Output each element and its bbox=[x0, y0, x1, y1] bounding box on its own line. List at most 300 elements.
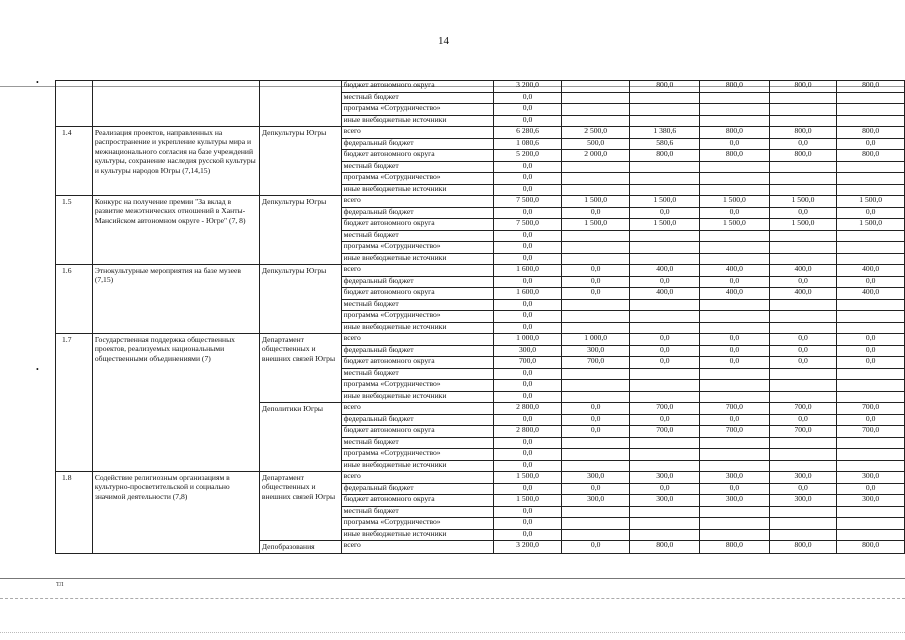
funding-source: федеральный бюджет bbox=[341, 414, 494, 426]
amount-year bbox=[837, 184, 905, 196]
amount-year bbox=[561, 449, 630, 461]
funding-source: программа «Сотрудничество» bbox=[341, 104, 494, 116]
amount-year: 0,0 bbox=[561, 288, 630, 300]
funding-source: иные внебюджетные источники bbox=[341, 529, 494, 541]
amount-year: 0,0 bbox=[630, 207, 700, 219]
amount-year bbox=[769, 184, 837, 196]
amount-year bbox=[561, 391, 630, 403]
amount-year: 0,0 bbox=[630, 483, 700, 495]
amount-year bbox=[561, 242, 630, 254]
amount-year bbox=[630, 449, 700, 461]
amount-year: 400,0 bbox=[769, 288, 837, 300]
amount-total: 0,0 bbox=[494, 230, 562, 242]
amount-year: 700,0 bbox=[630, 403, 700, 415]
funding-source: программа «Сотрудничество» bbox=[341, 518, 494, 530]
amount-total: 0,0 bbox=[494, 506, 562, 518]
amount-year: 300,0 bbox=[561, 495, 630, 507]
amount-year bbox=[769, 253, 837, 265]
amount-year: 0,0 bbox=[561, 541, 630, 554]
item-executor: Департамент общественных и внешних связей Югры bbox=[259, 334, 341, 403]
funding-source: программа «Сотрудничество» bbox=[341, 173, 494, 185]
funding-source: местный бюджет bbox=[341, 230, 494, 242]
amount-year: 0,0 bbox=[700, 345, 770, 357]
amount-total: 0,0 bbox=[494, 529, 562, 541]
amount-year: 0,0 bbox=[769, 138, 837, 150]
amount-year bbox=[561, 104, 630, 116]
amount-year: 400,0 bbox=[837, 288, 905, 300]
amount-year: 0,0 bbox=[700, 483, 770, 495]
amount-year: 1 500,0 bbox=[561, 196, 630, 208]
amount-year bbox=[700, 518, 770, 530]
amount-year: 1 500,0 bbox=[700, 219, 770, 231]
amount-year bbox=[700, 253, 770, 265]
amount-total: 1 500,0 bbox=[494, 495, 562, 507]
funding-source: местный бюджет bbox=[341, 299, 494, 311]
amount-year bbox=[630, 506, 700, 518]
amount-year: 400,0 bbox=[630, 288, 700, 300]
amount-year bbox=[630, 391, 700, 403]
amount-year bbox=[561, 253, 630, 265]
funding-source: местный бюджет bbox=[341, 437, 494, 449]
amount-year bbox=[769, 368, 837, 380]
amount-total: 0,0 bbox=[494, 299, 562, 311]
funding-source: программа «Сотрудничество» bbox=[341, 380, 494, 392]
amount-year: 400,0 bbox=[700, 288, 770, 300]
amount-year bbox=[700, 506, 770, 518]
amount-total: 1 080,6 bbox=[494, 138, 562, 150]
amount-year: 1 500,0 bbox=[630, 219, 700, 231]
page-number: 14 bbox=[438, 35, 449, 47]
amount-year bbox=[561, 161, 630, 173]
amount-year bbox=[837, 449, 905, 461]
amount-year: 1 500,0 bbox=[769, 219, 837, 231]
amount-total: 0,0 bbox=[494, 173, 562, 185]
item-code bbox=[56, 81, 93, 127]
funding-source: местный бюджет bbox=[341, 92, 494, 104]
amount-year bbox=[700, 230, 770, 242]
amount-year: 0,0 bbox=[700, 138, 770, 150]
funding-source: всего bbox=[341, 472, 494, 484]
amount-year bbox=[837, 380, 905, 392]
amount-total: 0,0 bbox=[494, 391, 562, 403]
amount-year bbox=[561, 299, 630, 311]
amount-year: 0,0 bbox=[630, 357, 700, 369]
amount-total: 0,0 bbox=[494, 460, 562, 472]
amount-year bbox=[837, 230, 905, 242]
amount-total: 1 600,0 bbox=[494, 288, 562, 300]
scan-rule-dashed bbox=[0, 598, 905, 599]
amount-year bbox=[561, 506, 630, 518]
amount-year bbox=[769, 299, 837, 311]
item-code: 1.6 bbox=[56, 265, 93, 334]
amount-year: 0,0 bbox=[769, 207, 837, 219]
margin-dot: • bbox=[36, 365, 39, 374]
funding-source: всего bbox=[341, 403, 494, 415]
table-row bbox=[56, 127, 905, 139]
amount-year bbox=[837, 311, 905, 323]
item-name bbox=[92, 81, 259, 127]
amount-year bbox=[630, 104, 700, 116]
amount-year bbox=[837, 437, 905, 449]
amount-total: 0,0 bbox=[494, 380, 562, 392]
amount-total: 0,0 bbox=[494, 483, 562, 495]
amount-total: 0,0 bbox=[494, 242, 562, 254]
amount-year bbox=[561, 529, 630, 541]
amount-year: 700,0 bbox=[769, 403, 837, 415]
amount-year bbox=[561, 311, 630, 323]
amount-total: 0,0 bbox=[494, 322, 562, 334]
funding-source: иные внебюджетные источники bbox=[341, 460, 494, 472]
amount-year bbox=[769, 115, 837, 127]
amount-year: 800,0 bbox=[700, 127, 770, 139]
amount-year bbox=[837, 173, 905, 185]
item-code: 1.8 bbox=[56, 472, 93, 554]
amount-year bbox=[700, 311, 770, 323]
amount-year bbox=[561, 460, 630, 472]
amount-year: 800,0 bbox=[630, 541, 700, 554]
amount-year bbox=[837, 161, 905, 173]
amount-year: 0,0 bbox=[561, 483, 630, 495]
amount-year bbox=[561, 518, 630, 530]
amount-year bbox=[561, 437, 630, 449]
amount-year: 0,0 bbox=[769, 334, 837, 346]
item-executor: Депкультуры Югры bbox=[259, 127, 341, 196]
amount-year: 700,0 bbox=[837, 426, 905, 438]
funding-source: иные внебюджетные источники bbox=[341, 253, 494, 265]
amount-year: 300,0 bbox=[561, 345, 630, 357]
amount-year: 2 000,0 bbox=[561, 150, 630, 162]
amount-total: 700,0 bbox=[494, 357, 562, 369]
funding-source: всего bbox=[341, 334, 494, 346]
amount-year: 0,0 bbox=[561, 276, 630, 288]
amount-year bbox=[630, 368, 700, 380]
amount-year bbox=[700, 380, 770, 392]
amount-year: 2 500,0 bbox=[561, 127, 630, 139]
amount-year bbox=[837, 460, 905, 472]
amount-year bbox=[700, 437, 770, 449]
amount-total: 5 200,0 bbox=[494, 150, 562, 162]
amount-total: 7 500,0 bbox=[494, 219, 562, 231]
amount-year bbox=[630, 253, 700, 265]
amount-year: 1 500,0 bbox=[837, 219, 905, 231]
amount-year: 400,0 bbox=[769, 265, 837, 277]
amount-year: 800,0 bbox=[769, 541, 837, 554]
amount-year: 800,0 bbox=[837, 81, 905, 93]
amount-year bbox=[561, 92, 630, 104]
amount-year: 800,0 bbox=[630, 150, 700, 162]
amount-year: 0,0 bbox=[769, 414, 837, 426]
funding-source: федеральный бюджет bbox=[341, 138, 494, 150]
scan-rule-bottom bbox=[0, 578, 905, 579]
amount-year bbox=[837, 529, 905, 541]
amount-year: 0,0 bbox=[837, 276, 905, 288]
amount-year bbox=[769, 104, 837, 116]
amount-year: 1 500,0 bbox=[700, 196, 770, 208]
amount-year bbox=[561, 322, 630, 334]
amount-year bbox=[561, 368, 630, 380]
amount-year: 700,0 bbox=[837, 403, 905, 415]
amount-total: 0,0 bbox=[494, 253, 562, 265]
amount-total: 3 200,0 bbox=[494, 81, 562, 93]
amount-year: 700,0 bbox=[630, 426, 700, 438]
amount-year: 800,0 bbox=[769, 127, 837, 139]
amount-year: 0,0 bbox=[700, 334, 770, 346]
amount-year bbox=[630, 518, 700, 530]
amount-year bbox=[700, 92, 770, 104]
amount-total: 2 800,0 bbox=[494, 403, 562, 415]
amount-total: 1 500,0 bbox=[494, 472, 562, 484]
item-name: Конкурс на получение премии "За вклад в развитие межэтнических отношений в Ханты-Мансийском автономном округе - Югре" (7, 8) bbox=[92, 196, 259, 265]
amount-year bbox=[630, 311, 700, 323]
amount-year bbox=[769, 311, 837, 323]
amount-year bbox=[700, 368, 770, 380]
amount-year: 1 380,6 bbox=[630, 127, 700, 139]
amount-year: 0,0 bbox=[561, 265, 630, 277]
amount-year: 0,0 bbox=[837, 414, 905, 426]
amount-year bbox=[700, 242, 770, 254]
item-code: 1.5 bbox=[56, 196, 93, 265]
amount-year: 800,0 bbox=[630, 81, 700, 93]
amount-year: 700,0 bbox=[561, 357, 630, 369]
amount-total: 0,0 bbox=[494, 276, 562, 288]
table-row bbox=[56, 334, 905, 346]
amount-year: 300,0 bbox=[837, 472, 905, 484]
amount-total: 1 000,0 bbox=[494, 334, 562, 346]
amount-year bbox=[700, 184, 770, 196]
amount-year bbox=[769, 242, 837, 254]
funding-source: бюджет автономного округа bbox=[341, 357, 494, 369]
funding-source: бюджет автономного округа bbox=[341, 495, 494, 507]
amount-year bbox=[700, 161, 770, 173]
footer-mark: ТЛ bbox=[56, 582, 64, 588]
amount-year bbox=[769, 391, 837, 403]
amount-total: 300,0 bbox=[494, 345, 562, 357]
item-executor: Депкультуры Югры bbox=[259, 196, 341, 265]
amount-year: 0,0 bbox=[561, 414, 630, 426]
amount-total: 0,0 bbox=[494, 449, 562, 461]
amount-year bbox=[561, 380, 630, 392]
amount-year: 0,0 bbox=[700, 357, 770, 369]
amount-year: 0,0 bbox=[769, 276, 837, 288]
amount-year bbox=[700, 173, 770, 185]
amount-year bbox=[700, 449, 770, 461]
amount-year bbox=[700, 529, 770, 541]
item-executor bbox=[259, 81, 341, 127]
amount-year bbox=[769, 529, 837, 541]
amount-year: 0,0 bbox=[837, 483, 905, 495]
item-name: Государственная поддержка общественных проектов, реализуемых национальными общественными объединениями (7) bbox=[92, 334, 259, 472]
funding-source: всего bbox=[341, 541, 494, 554]
funding-source: федеральный бюджет bbox=[341, 207, 494, 219]
amount-year: 1 500,0 bbox=[630, 196, 700, 208]
amount-year bbox=[630, 92, 700, 104]
amount-year: 400,0 bbox=[630, 265, 700, 277]
amount-year: 0,0 bbox=[561, 207, 630, 219]
amount-year: 300,0 bbox=[837, 495, 905, 507]
amount-year bbox=[769, 161, 837, 173]
amount-total: 6 280,6 bbox=[494, 127, 562, 139]
amount-year bbox=[700, 391, 770, 403]
funding-source: местный бюджет bbox=[341, 368, 494, 380]
funding-source: федеральный бюджет bbox=[341, 483, 494, 495]
amount-year bbox=[630, 460, 700, 472]
amount-year: 0,0 bbox=[837, 138, 905, 150]
amount-year bbox=[837, 253, 905, 265]
amount-year: 1 500,0 bbox=[837, 196, 905, 208]
amount-year: 400,0 bbox=[700, 265, 770, 277]
amount-year: 800,0 bbox=[837, 150, 905, 162]
amount-year bbox=[561, 230, 630, 242]
funding-source: бюджет автономного округа bbox=[341, 426, 494, 438]
item-code: 1.7 bbox=[56, 334, 93, 472]
item-executor: Депкультуры Югры bbox=[259, 265, 341, 334]
amount-year: 0,0 bbox=[561, 403, 630, 415]
amount-year bbox=[700, 115, 770, 127]
item-name: Содействие религиозным организациям в культурно-просветительской и социально значимой деятельности (7,8) bbox=[92, 472, 259, 554]
amount-year bbox=[837, 368, 905, 380]
amount-year: 0,0 bbox=[630, 334, 700, 346]
funding-source: иные внебюджетные источники bbox=[341, 322, 494, 334]
amount-year bbox=[700, 299, 770, 311]
amount-year: 800,0 bbox=[769, 150, 837, 162]
amount-year bbox=[630, 161, 700, 173]
amount-year: 0,0 bbox=[837, 334, 905, 346]
amount-year bbox=[630, 437, 700, 449]
amount-year bbox=[630, 322, 700, 334]
amount-year: 0,0 bbox=[561, 426, 630, 438]
amount-year bbox=[630, 230, 700, 242]
budget-table bbox=[55, 80, 905, 554]
amount-year: 300,0 bbox=[700, 495, 770, 507]
amount-year bbox=[769, 460, 837, 472]
margin-dot: • bbox=[36, 78, 39, 87]
amount-year: 800,0 bbox=[837, 127, 905, 139]
amount-total: 0,0 bbox=[494, 184, 562, 196]
amount-year: 800,0 bbox=[837, 541, 905, 554]
amount-year bbox=[630, 115, 700, 127]
amount-year bbox=[837, 391, 905, 403]
funding-source: программа «Сотрудничество» bbox=[341, 311, 494, 323]
amount-year bbox=[837, 506, 905, 518]
item-executor: Департамент общественных и внешних связей Югры bbox=[259, 472, 341, 541]
amount-total: 1 600,0 bbox=[494, 265, 562, 277]
funding-source: программа «Сотрудничество» bbox=[341, 242, 494, 254]
table-row bbox=[56, 472, 905, 484]
amount-total: 0,0 bbox=[494, 92, 562, 104]
item-executor: Депобразования bbox=[259, 541, 341, 554]
amount-year bbox=[561, 115, 630, 127]
amount-total: 0,0 bbox=[494, 368, 562, 380]
funding-source: бюджет автономного округа bbox=[341, 81, 494, 93]
amount-year: 700,0 bbox=[700, 426, 770, 438]
amount-total: 0,0 bbox=[494, 518, 562, 530]
amount-year: 800,0 bbox=[700, 81, 770, 93]
amount-year bbox=[561, 173, 630, 185]
amount-year bbox=[837, 115, 905, 127]
item-executor: Деполитики Югры bbox=[259, 403, 341, 472]
amount-year: 800,0 bbox=[769, 81, 837, 93]
table-row bbox=[56, 265, 905, 277]
amount-year: 800,0 bbox=[700, 541, 770, 554]
funding-source: всего bbox=[341, 196, 494, 208]
amount-year bbox=[769, 92, 837, 104]
amount-year bbox=[630, 380, 700, 392]
amount-year bbox=[630, 242, 700, 254]
funding-source: бюджет автономного округа bbox=[341, 150, 494, 162]
funding-source: всего bbox=[341, 127, 494, 139]
amount-total: 0,0 bbox=[494, 207, 562, 219]
funding-source: местный бюджет bbox=[341, 506, 494, 518]
amount-year: 300,0 bbox=[769, 472, 837, 484]
amount-year: 0,0 bbox=[769, 483, 837, 495]
amount-year: 300,0 bbox=[700, 472, 770, 484]
amount-year bbox=[837, 299, 905, 311]
amount-year: 800,0 bbox=[700, 150, 770, 162]
amount-year bbox=[837, 242, 905, 254]
amount-year: 0,0 bbox=[700, 414, 770, 426]
amount-total: 0,0 bbox=[494, 161, 562, 173]
amount-year bbox=[630, 299, 700, 311]
amount-year: 0,0 bbox=[769, 345, 837, 357]
amount-year bbox=[700, 460, 770, 472]
amount-year: 580,6 bbox=[630, 138, 700, 150]
funding-source: бюджет автономного округа bbox=[341, 219, 494, 231]
item-name: Этнокультурные мероприятия на базе музеев (7,15) bbox=[92, 265, 259, 334]
amount-total: 0,0 bbox=[494, 437, 562, 449]
scan-rule-dotted bbox=[0, 632, 905, 633]
funding-source: местный бюджет bbox=[341, 161, 494, 173]
budget-table-body bbox=[56, 81, 905, 554]
amount-total: 0,0 bbox=[494, 311, 562, 323]
amount-year: 300,0 bbox=[630, 495, 700, 507]
amount-year bbox=[700, 322, 770, 334]
amount-year: 300,0 bbox=[769, 495, 837, 507]
amount-year bbox=[837, 518, 905, 530]
table-row bbox=[56, 196, 905, 208]
amount-year bbox=[561, 81, 630, 93]
amount-year bbox=[769, 173, 837, 185]
amount-year bbox=[769, 437, 837, 449]
amount-total: 0,0 bbox=[494, 414, 562, 426]
amount-year: 1 000,0 bbox=[561, 334, 630, 346]
amount-year bbox=[700, 104, 770, 116]
amount-total: 2 800,0 bbox=[494, 426, 562, 438]
amount-year bbox=[561, 184, 630, 196]
amount-year: 0,0 bbox=[700, 207, 770, 219]
amount-year: 0,0 bbox=[700, 276, 770, 288]
amount-year: 300,0 bbox=[630, 472, 700, 484]
amount-year: 1 500,0 bbox=[769, 196, 837, 208]
amount-year bbox=[630, 173, 700, 185]
table-row bbox=[56, 81, 905, 93]
funding-source: федеральный бюджет bbox=[341, 276, 494, 288]
amount-year: 700,0 bbox=[700, 403, 770, 415]
amount-year bbox=[769, 322, 837, 334]
funding-source: бюджет автономного округа bbox=[341, 288, 494, 300]
amount-year bbox=[630, 529, 700, 541]
funding-source: иные внебюджетные источники bbox=[341, 184, 494, 196]
amount-year: 0,0 bbox=[630, 345, 700, 357]
item-code: 1.4 bbox=[56, 127, 93, 196]
amount-year: 0,0 bbox=[837, 345, 905, 357]
amount-year: 1 500,0 bbox=[561, 219, 630, 231]
item-name: Реализация проектов, направленных на распространение и укрепление культуры мира и межнационального согласия на базе учреждений культуры, сохранение наследия русской культуры и культуры народов Югры (7,14,15) bbox=[92, 127, 259, 196]
amount-year bbox=[769, 518, 837, 530]
amount-year bbox=[630, 184, 700, 196]
amount-year: 0,0 bbox=[630, 276, 700, 288]
amount-year bbox=[837, 322, 905, 334]
amount-year: 0,0 bbox=[837, 357, 905, 369]
